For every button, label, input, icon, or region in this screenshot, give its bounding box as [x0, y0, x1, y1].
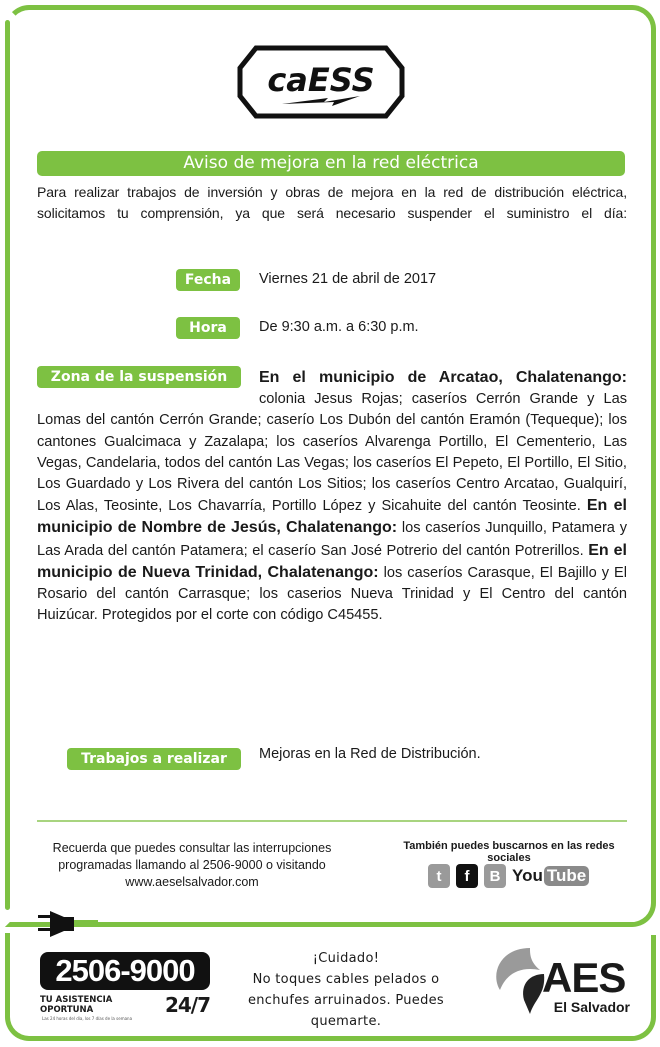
youtube-tube: Tube [544, 866, 589, 886]
trabajos-value: Mejoras en la Red de Distribución. [259, 746, 481, 762]
consult-line: Recuerda que puedes consultar las interrupciones [52, 841, 332, 855]
social-icons [428, 864, 589, 888]
frame-edge [5, 20, 10, 910]
fecha-badge: Fecha [176, 269, 240, 291]
aes-name: AES [542, 954, 626, 1001]
youtube-icon[interactable] [512, 866, 589, 886]
zona-municipio-nombre-de-jesus: En el municipio de Nombre de Jesús, Chalatenango: [37, 497, 627, 537]
caess-logo [236, 44, 406, 120]
warning [240, 948, 452, 1032]
zona-detail: colonia Jesus Rojas; caseríos Cerrón Grande y Las Lomas del cantón Cerrón Grande; caserío Los Dubón del cantón Eramón (Tequeque); los cantones Gualcimaca y Zazalapa; los caseríos Alvarenga Portillo, El Cementerio, Las Vegas, Candelaria, todos del cantón Las Vegas; los caseríos El Pepeto, El Portillo, El Sitio, Los Guardado y Los Rivera del cantón Los Sitios; los caseríos Centro Arcatao, Gualquirí, Los Alas, Teosinte, Los Chavarría, Portillo López y Sicahuite del cantón Teosinte. [37, 391, 627, 515]
phone-number[interactable]: 2506-9000 [40, 952, 210, 990]
zona-municipio-nueva-trinidad: En el municipio de Nueva Trinidad, Chalatenango: [37, 541, 627, 581]
hora-badge: Hora [176, 317, 240, 339]
phone-badge [40, 952, 210, 1021]
zona-text [37, 367, 627, 626]
aes-region: El Salvador [553, 999, 630, 1015]
zona-detail: los caseríos Junquillo, Patamera y Las Arada del cantón Patamera; el caserío San José Potrerio del cantón Potrerillos. [37, 520, 627, 559]
aes-swirl-icon [490, 944, 550, 1014]
fecha-value: Viernes 21 de abril de 2017 [259, 271, 437, 287]
warning-text: No toques cables pelados o enchufes arruinados. Puedes quemarte. [247, 972, 445, 1029]
aes-logo [490, 944, 630, 1019]
twitter-icon[interactable]: t [428, 864, 450, 888]
plug-icon [38, 909, 98, 939]
phone-tagline: TU ASISTENCIA OPORTUNA [40, 995, 113, 1015]
zona-detail: los caseríos Carasque, El Bajillo y El Rosario del cantón Carrasque; los caserios Nueva Trinidad y El Centro del cantón Huizúcar. Protegidos por el corte con código C45455. [37, 564, 627, 624]
facebook-icon[interactable]: f [456, 864, 478, 888]
zona-badge: Zona de la suspensión [37, 366, 241, 388]
warning-title: ¡Cuidado! [312, 951, 380, 966]
intro-text: Para realizar trabajos de inversión y obras de mejora en la red de distribución eléctrica, solicitamos tu comprensión, ya que será necesario suspender el suministro el día: [37, 184, 627, 221]
hora-value: De 9:30 a.m. a 6:30 p.m. [259, 319, 419, 335]
notice-title: Aviso de mejora en la red eléctrica [37, 151, 625, 176]
consult-text [37, 840, 347, 891]
youtube-you: You [512, 866, 543, 885]
phone-247: 24/7 [164, 993, 210, 1017]
phone-small-text: Las 24 horas del día, los 7 días de la semana [42, 1016, 133, 1021]
website-link[interactable]: www.aeselsalvador.com [125, 875, 259, 889]
consult-line: programadas llamando al 2506-9000 o visitando [58, 858, 326, 872]
zona-municipio-arcatao: En el municipio de Arcatao, Chalatenango: [259, 369, 627, 386]
social-heading: También puedes buscarnos en las redes sociales [403, 840, 615, 864]
svg-text:caESS: caESS [267, 61, 375, 99]
trabajos-badge: Trabajos a realizar [67, 748, 241, 770]
divider [37, 820, 627, 822]
blogger-icon[interactable]: B [484, 864, 506, 888]
